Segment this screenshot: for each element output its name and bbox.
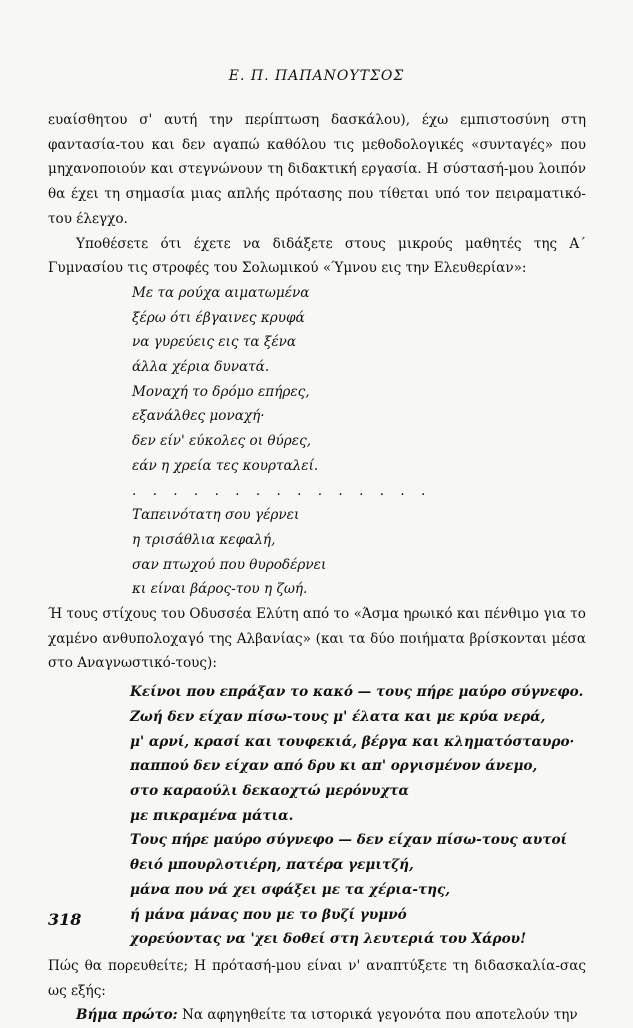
step-1-paragraph xyxy=(48,1003,586,1028)
running-header: Ε. Π. ΠΑΠΑΝΟΥΤΣΟΣ xyxy=(228,68,405,84)
poem-line: μάνα που νά χει σφάξει με τα χέρια-της, xyxy=(130,881,451,898)
poem-line: η τρισάθλια κεφαλή, xyxy=(132,531,276,548)
paragraph-1: ευαίσθητου σ' αυτή την περίπτωση δασκάλου), έχω εμπιστοσύνη στη φαντασία-του και δεν αγαπώ καθόλου τις μεθοδολογικές «συνταγές» που μηχανοποιούν και στεγνώνουν τη διδακτική εργασία. Η σύστασή-μου λοιπόν θα έχει τη σημασία μιας απλής πρότασης που τίθεται υπό τον πειραματικό-του έλεγχο. xyxy=(48,112,586,227)
poem-line: κι είναι βάρος-του η ζωή. xyxy=(132,581,308,598)
poem-line: χορεύοντας να 'χει δοθεί στη λευτεριά του Χάρου! xyxy=(130,931,527,948)
elytis-poem xyxy=(130,680,586,952)
poem-line: Τους πήρε μαύρο σύγνεφο — δεν είχαν πίσω-τους αυτοί xyxy=(130,832,568,849)
poem-line: εξανάλθες μοναχή· xyxy=(132,408,265,425)
step-1-text: Να αφηγηθείτε τα ιστορικά γεγονότα που αποτελούν την xyxy=(177,1007,578,1024)
poem-line: Μοναχή το δρόμο επήρες, xyxy=(132,383,310,400)
paragraph-3: Ή τους στίχους του Οδυσσέα Ελύτη από το «Άσμα ηρωικό και πένθιμο για το χαμένο ανθυπολοχαγό της Αλβανίας» (και τα δύο ποιήματα βρίσκονται μέσα στο Αναγνωστικό-τους): xyxy=(48,606,586,672)
poem-line: ή μάνα μάνας που με το βυζί γυμνό xyxy=(130,906,407,923)
poem-line: στο καραούλι δεκαοχτώ μερόνυχτα xyxy=(130,782,410,799)
paragraph-2: Υποθέσετε ότι έχετε να διδάξετε στους μικρούς μαθητές της Α΄ Γυμνασίου τις στροφές του Σολωμικού «Ύμνου εις την Ελευθερίαν»: xyxy=(48,235,586,277)
page-number: 318 xyxy=(48,910,82,929)
poem-line: μ' αρνί, κρασί και τουφεκιά, βέργα και κληματόσταυρο· xyxy=(130,733,575,750)
poem-line: άλλα χέρια δυνατά. xyxy=(132,359,270,376)
ellipsis-dots: . . . . . . . . . . . . . . . xyxy=(132,482,432,499)
paragraph-4: Πώς θα πορευθείτε; Η πρότασή-μου είναι ν' αναπτύξετε τη διδασκαλία-σας ως εξής: xyxy=(48,957,586,999)
poem-line: να γυρεύεις εις τα ξένα xyxy=(132,334,297,351)
solomos-poem xyxy=(132,281,586,602)
poem-line: Ταπεινότατη σου γέρνει xyxy=(132,507,300,524)
poem-line: ξέρω ότι έβγαινες κρυφά xyxy=(132,309,305,326)
poem-line: θειό μπουρλοτιέρη, πατέρα γεμιτζή, xyxy=(130,857,414,874)
poem-line: δεν είν' εύκολες οι θύρες, xyxy=(132,433,312,450)
poem-line: σαν πτωχού που θυροδέρνει xyxy=(132,556,327,573)
poem-line: Με τα ρούχα αιματωμένα xyxy=(132,284,310,301)
poem-line: Κείνοι που επράξαν το κακό — τους πήρε μαύρο σύγνεφο. xyxy=(130,684,584,701)
poem-line: με πικραμένα μάτια. xyxy=(130,807,294,824)
page-body xyxy=(48,108,586,1028)
step-1-label: Βήμα πρώτο: xyxy=(76,1007,178,1024)
poem-line: Ζωή δεν είχαν πίσω-τους μ' έλατα και με κρύα νερά, xyxy=(130,708,546,725)
poem-line: παππού δεν είχαν από δρυ κι απ' οργισμένον άνεμο, xyxy=(130,758,538,775)
poem-line: εάν η χρεία τες κουρταλεί. xyxy=(132,457,319,474)
